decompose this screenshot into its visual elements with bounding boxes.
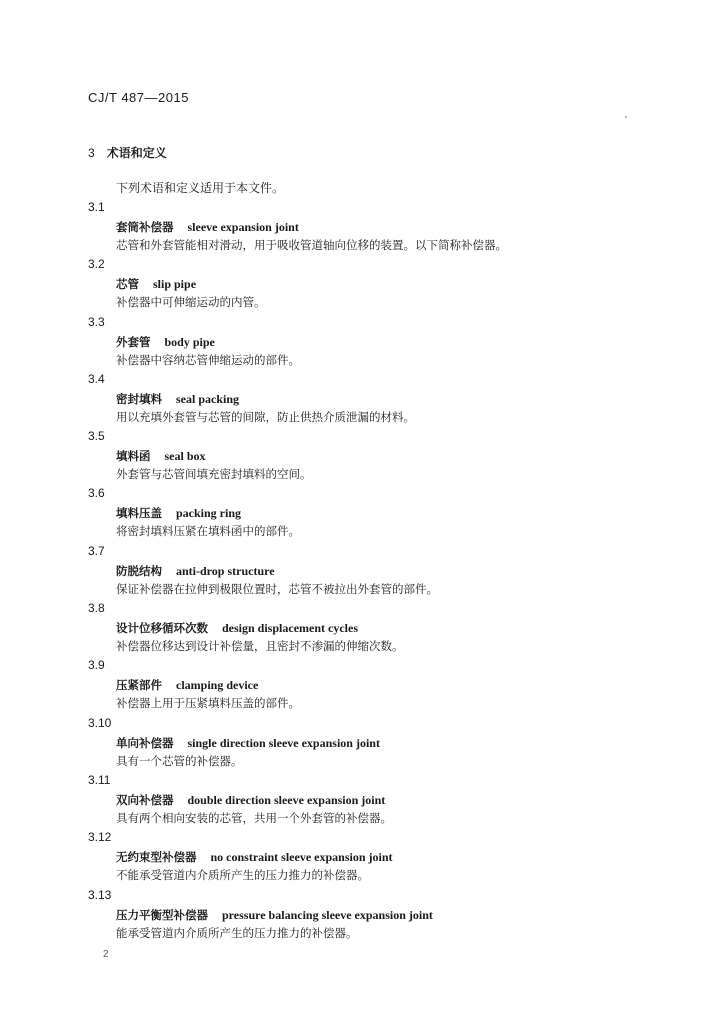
term-chinese: 双向补偿器 (116, 792, 174, 807)
term-number: 3.3 (88, 314, 105, 329)
term-number: 3.11 (88, 772, 111, 787)
term-english: no constraint sleeve expansion joint (210, 850, 393, 865)
intro-text: 下列术语和定义适用于本文件。 (116, 181, 285, 195)
term-chinese: 无约束型补偿器 (116, 850, 197, 865)
term-definition: 补偿器位移达到设计补偿量，且密封不渗漏的伸缩次数。 (116, 639, 404, 654)
term-english: pressure balancing sleeve expansion joint (222, 907, 433, 922)
document-code: CJ/T 487—2015 (88, 90, 189, 105)
section-number: 3 (88, 146, 95, 160)
term-english: packing ring (176, 506, 242, 521)
term-number: 3.10 (88, 715, 112, 730)
term-number: 3.12 (88, 830, 112, 845)
term-chinese: 套筒补偿器 (116, 220, 174, 234)
term-definition: 芯管和外套管能相对滑动，用于吸收管道轴向位移的装置。以下简称补偿器。 (116, 238, 507, 252)
term-chinese: 设计位移循环次数 (116, 621, 208, 636)
term-definition: 具有两个相向安装的芯管，共用一个外套管的补偿器。 (116, 810, 392, 825)
section-title: 术语和定义 (106, 146, 167, 160)
term-entry (0, 656, 725, 713)
term-english: slip pipe (153, 277, 197, 292)
term-chinese: 单向补偿器 (116, 735, 174, 750)
term-english: single direction sleeve expansion joint (187, 735, 380, 750)
term-english: design displacement cycles (222, 621, 358, 636)
term-number: 3.1 (88, 200, 105, 214)
term-entry (0, 599, 725, 656)
term-title (116, 276, 196, 292)
term-definition: 补偿器中容纳芯管伸缩运动的部件。 (116, 352, 300, 367)
term-title (116, 677, 258, 693)
term-definition: 不能承受管道内介质所产生的压力推力的补偿器。 (116, 868, 369, 883)
term-english: seal packing (176, 391, 240, 406)
section-heading (88, 144, 167, 161)
term-entry (0, 828, 725, 885)
term-number: 3.4 (88, 371, 105, 386)
term-number: 3.7 (88, 543, 105, 558)
term-number: 3.2 (88, 257, 105, 272)
term-definition: 用以充填外套管与芯管的间隙，防止供热介质泄漏的材料。 (116, 409, 415, 424)
term-title (116, 505, 241, 521)
term-english: anti-drop structure (176, 563, 275, 578)
terms-list (0, 198, 725, 943)
term-entry (0, 484, 725, 541)
term-title (116, 334, 215, 350)
term-title (116, 792, 385, 808)
term-definition: 能承受管道内介质所产生的压力推力的补偿器。 (116, 925, 358, 940)
term-chinese: 压紧部件 (116, 678, 162, 693)
term-entry (0, 427, 725, 484)
term-definition: 将密封填料压紧在填料函中的部件。 (116, 524, 300, 539)
term-title (116, 735, 380, 751)
term-entry (0, 886, 725, 943)
term-number: 3.5 (88, 429, 105, 444)
term-definition: 补偿器上用于压紧填料压盖的部件。 (116, 696, 300, 711)
term-chinese: 防脱结构 (116, 563, 162, 578)
term-entry (0, 198, 725, 255)
term-chinese: 密封填料 (116, 391, 162, 406)
term-entry (0, 714, 725, 771)
term-title (116, 391, 239, 407)
term-number: 3.8 (88, 601, 105, 616)
term-entry (0, 542, 725, 599)
term-chinese: 填料函 (116, 449, 151, 464)
term-english: clamping device (176, 678, 259, 693)
term-title (116, 620, 358, 636)
term-definition: 保证补偿器在拉伸到极限位置时，芯管不被拉出外套管的部件。 (116, 581, 438, 596)
term-definition: 具有一个芯管的补偿器。 (116, 753, 243, 768)
term-title (116, 849, 393, 865)
term-english: body pipe (164, 334, 215, 349)
term-chinese: 填料压盖 (116, 506, 162, 521)
term-entry (0, 370, 725, 427)
term-definition: 补偿器中可伸缩运动的内管。 (116, 295, 266, 310)
term-entry (0, 255, 725, 312)
term-title (116, 563, 275, 579)
scan-speck (625, 116, 627, 118)
term-english: double direction sleeve expansion joint (187, 792, 386, 807)
term-entry (0, 771, 725, 828)
term-chinese: 外套管 (116, 334, 151, 349)
term-english: sleeve expansion joint (187, 220, 299, 234)
term-chinese: 压力平衡型补偿器 (116, 907, 208, 922)
term-english: seal box (164, 449, 206, 464)
term-title (116, 448, 206, 464)
term-number: 3.6 (88, 486, 105, 501)
term-title (116, 219, 299, 235)
term-entry (0, 313, 725, 370)
term-chinese: 芯管 (116, 277, 139, 292)
term-number: 3.9 (88, 658, 105, 673)
term-title (116, 907, 433, 923)
page-number: 2 (103, 949, 109, 960)
term-number: 3.13 (88, 887, 112, 902)
term-definition: 外套管与芯管间填充密封填料的空间。 (116, 467, 312, 482)
